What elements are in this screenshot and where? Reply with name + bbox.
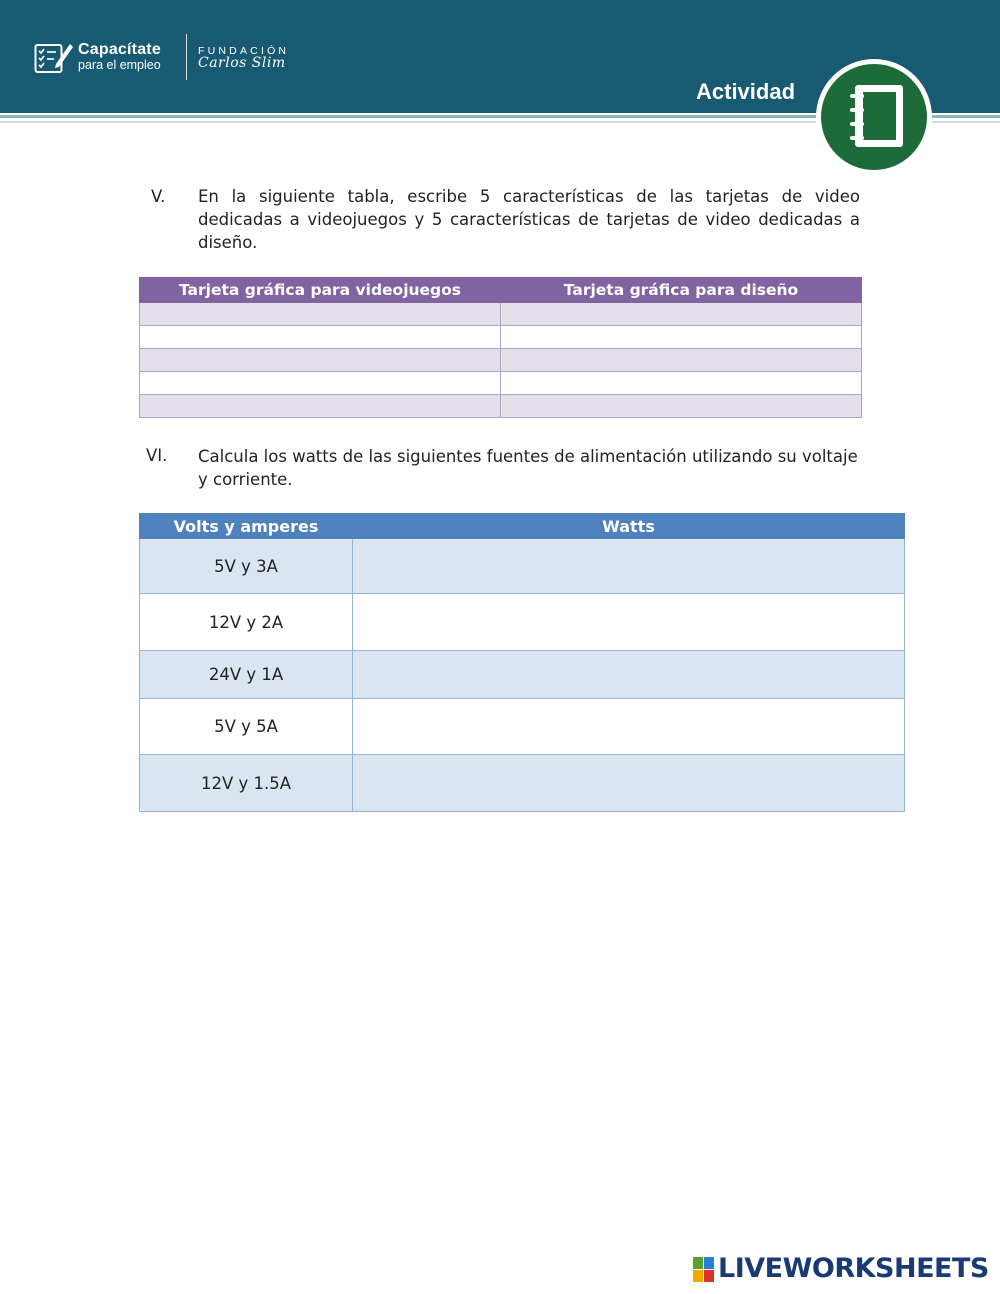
- table-row: [140, 651, 905, 699]
- graphics-card-table: [139, 277, 862, 418]
- answer-cell[interactable]: [140, 303, 501, 326]
- table-row: [140, 349, 862, 372]
- voltage-current-cell: 12V y 1.5A: [140, 755, 353, 812]
- brand-tagline: para el empleo: [78, 58, 161, 72]
- column-header-design: Tarjeta gráfica para diseño: [501, 278, 862, 303]
- foundation-label: FUNDACIÓN: [198, 45, 290, 57]
- table-row: [140, 699, 905, 755]
- voltage-current-cell: 24V y 1A: [140, 651, 353, 699]
- answer-cell[interactable]: [501, 395, 862, 418]
- watts-answer-cell[interactable]: [353, 594, 905, 651]
- table-row: [140, 594, 905, 651]
- foundation-signature: Carlos Slim: [198, 55, 286, 71]
- table-row: [140, 395, 862, 418]
- answer-cell[interactable]: [140, 395, 501, 418]
- table-row: [140, 303, 862, 326]
- section-label: Actividad: [696, 79, 796, 104]
- power-supply-table: [139, 513, 905, 812]
- answer-cell[interactable]: [501, 349, 862, 372]
- notebook-badge-icon: [815, 58, 933, 176]
- section-v-number: V.: [151, 187, 166, 206]
- brand-name: Capacítate: [78, 41, 161, 58]
- section-vi-number: VI.: [146, 446, 168, 465]
- answer-cell[interactable]: [140, 372, 501, 395]
- checklist-icon: [34, 40, 74, 74]
- brand-divider: [186, 34, 187, 80]
- voltage-current-cell: 5V y 5A: [140, 699, 353, 755]
- column-header-watts: Watts: [353, 514, 905, 539]
- watts-answer-cell[interactable]: [353, 651, 905, 699]
- watts-answer-cell[interactable]: [353, 699, 905, 755]
- column-header-gaming: Tarjeta gráfica para videojuegos: [140, 278, 501, 303]
- column-header-volts-amperes: Volts y amperes: [140, 514, 353, 539]
- table-row: [140, 372, 862, 395]
- watts-answer-cell[interactable]: [353, 755, 905, 812]
- answer-cell[interactable]: [140, 349, 501, 372]
- answer-cell[interactable]: [501, 372, 862, 395]
- section-vi-instruction: Calcula los watts de las siguientes fuentes de alimentación utilizando su voltaje y corriente.: [198, 447, 858, 489]
- answer-cell[interactable]: [501, 303, 862, 326]
- voltage-current-cell: 12V y 2A: [140, 594, 353, 651]
- section-v-instruction: En la siguiente tabla, escribe 5 características de las tarjetas de video dedicadas a videojuegos y 5 características de tarjetas de video dedicadas a diseño.: [198, 187, 860, 252]
- table-row: [140, 755, 905, 812]
- voltage-current-cell: 5V y 3A: [140, 539, 353, 594]
- watts-answer-cell[interactable]: [353, 539, 905, 594]
- liveworksheets-wordmark: LIVEWORKSHEETS: [718, 1253, 989, 1284]
- table-row: [140, 326, 862, 349]
- answer-cell[interactable]: [501, 326, 862, 349]
- answer-cell[interactable]: [140, 326, 501, 349]
- table-row: [140, 539, 905, 594]
- live-blocks-icon: [693, 1257, 715, 1283]
